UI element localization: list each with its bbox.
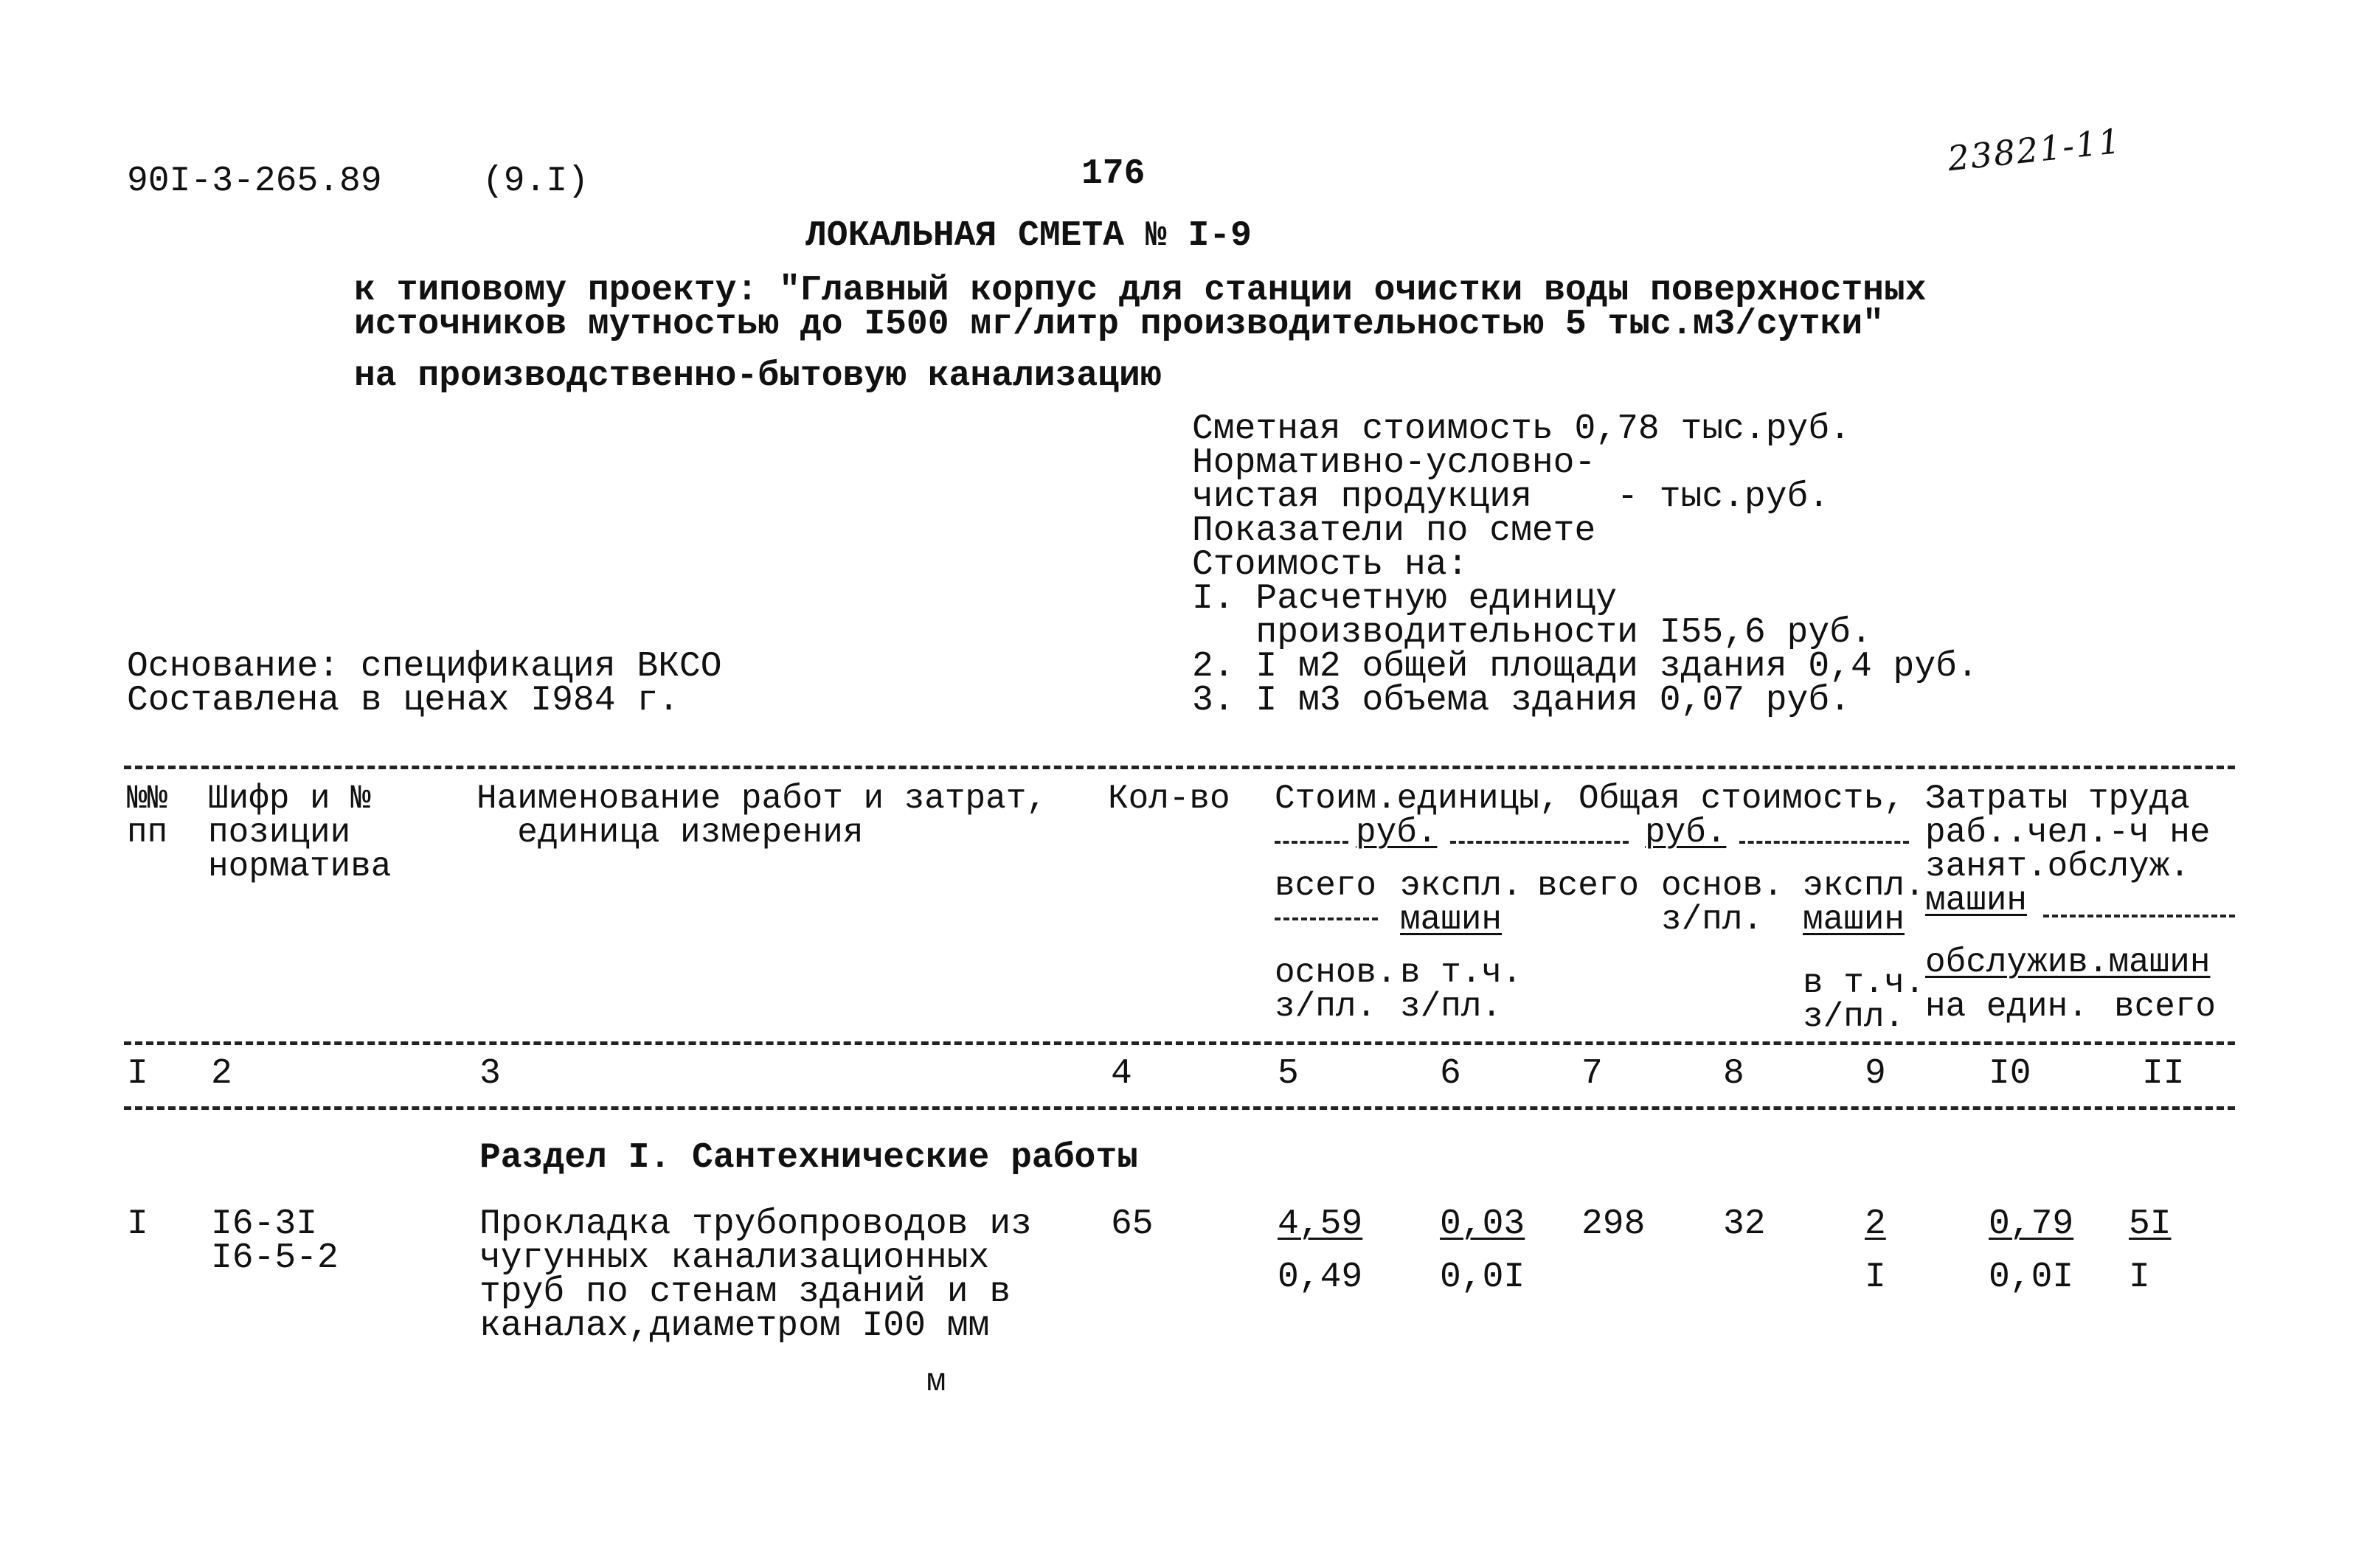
header-dash — [1275, 841, 1348, 844]
subtitle-line-2: источников мутностью до I500 мг/литр производительностью 5 тыс.м3/сутки" — [354, 305, 1884, 344]
row-name-2: чугунных канализационных — [479, 1238, 990, 1278]
header-col6-top-2: машин — [1400, 901, 1503, 939]
header-col9-top-2: машин — [1803, 901, 1905, 939]
column-number: I0 — [1989, 1054, 2031, 1094]
header-name-2: единица измерения — [477, 814, 864, 852]
header-unit-cost-rub: руб. — [1356, 814, 1438, 852]
row-code-1: I6-3I — [211, 1204, 318, 1244]
header-labor-2: раб..чел.-ч не — [1925, 814, 2211, 852]
row-labor-per-unit: 0,79 — [1989, 1204, 2074, 1244]
header-col6-bottom-1: в т.ч. — [1400, 954, 1522, 992]
column-number: 4 — [1111, 1054, 1132, 1094]
header-col9-bottom-2: з/пл. — [1803, 998, 1905, 1036]
column-number: 3 — [479, 1054, 501, 1094]
column-number: II — [2142, 1054, 2185, 1094]
header-code-1: Шифр и № — [208, 780, 371, 818]
summary-line-4: Показатели по смете — [1192, 511, 1596, 551]
header-col7: всего — [1537, 867, 1640, 905]
header-unit-cost: Стоим.единицы, — [1275, 780, 1560, 818]
page-number: 176 — [1081, 154, 1146, 194]
document-title: ЛОКАЛЬНАЯ СМЕТА № I-9 — [805, 216, 1252, 256]
header-col5-bottom-2: з/пл. — [1275, 988, 1377, 1026]
header-total-cost: Общая стоимость, — [1579, 780, 1905, 818]
section-code: (9.I) — [482, 162, 589, 201]
estimate-purpose: на производственно-бытовую канализацию — [354, 356, 1162, 396]
header-code-2: позиции — [208, 814, 351, 852]
row-total-base-wage: 32 — [1723, 1204, 1766, 1244]
header-col9-top-1: экспл. — [1803, 867, 1925, 905]
row-total-machines-wage: I — [1865, 1257, 1886, 1297]
row-total-machines: 2 — [1865, 1204, 1886, 1244]
row-number: I — [127, 1204, 148, 1244]
column-number: 6 — [1440, 1054, 1461, 1094]
column-number: 7 — [1581, 1054, 1603, 1094]
subtitle-line-1: к типовому проекту: "Главный корпус для станции очистки воды поверхностных — [354, 271, 1927, 311]
row-unit-total: 4,59 — [1278, 1204, 1363, 1244]
header-col5-bottom-1: основ. — [1275, 954, 1397, 992]
header-total-cost-rub: руб. — [1645, 814, 1727, 852]
row-name-3: труб по стенам зданий и в — [479, 1272, 1011, 1312]
header-labor-machines: машин — [1925, 881, 2028, 920]
handwritten-note: 23821-11 — [1945, 120, 2124, 179]
row-unit: м — [926, 1364, 946, 1401]
summary-line-8: 2. I м2 общей площади здания 0,4 руб. — [1192, 647, 1978, 687]
summary-line-7: производительности I55,6 руб. — [1192, 613, 1872, 653]
summary-line-2: Нормативно-условно- — [1192, 443, 1596, 483]
header-num-2: пп — [127, 814, 168, 852]
column-number: 9 — [1865, 1054, 1886, 1094]
header-col8-2: з/пл. — [1661, 901, 1764, 939]
header-dash — [1275, 917, 1378, 920]
row-quantity: 65 — [1111, 1204, 1154, 1244]
row-name-4: каналах,диаметром I00 мм — [479, 1306, 990, 1346]
row-total: 298 — [1581, 1204, 1646, 1244]
summary-line-1: Сметная стоимость 0,78 тыс.руб. — [1192, 409, 1851, 449]
header-col5-top: всего — [1275, 867, 1377, 905]
column-number: I — [127, 1054, 148, 1094]
row-labor-total: 5I — [2129, 1204, 2172, 1244]
prices-year-text: Составлена в ценах I984 г. — [127, 681, 679, 721]
row-unit-machines-wage: 0,0I — [1440, 1257, 1525, 1297]
header-col9-bottom-1: в т.ч. — [1803, 964, 1925, 1002]
summary-line-6: I. Расчетную единицу — [1192, 579, 1618, 619]
header-col8-1: основ. — [1661, 867, 1784, 905]
basis-text: Основание: спецификация ВКСО — [127, 647, 722, 687]
header-col11: всего — [2114, 988, 2217, 1026]
row-unit-base-wage: 0,49 — [1278, 1257, 1363, 1297]
header-dash — [2043, 915, 2235, 917]
header-col6-bottom-2: з/пл. — [1400, 988, 1503, 1026]
header-name-1: Наименование работ и затрат, — [477, 780, 1047, 818]
row-unit-machines: 0,03 — [1440, 1204, 1525, 1244]
summary-line-3: чистая продукция - тыс.руб. — [1192, 477, 1830, 517]
table-top-rule — [124, 766, 2235, 769]
row-labor-total-machines: I — [2129, 1257, 2150, 1297]
header-quantity: Кол-во — [1108, 780, 1230, 818]
column-number: 8 — [1723, 1054, 1744, 1094]
summary-line-5: Стоимость на: — [1192, 545, 1469, 585]
row-name-1: Прокладка трубопроводов из — [479, 1204, 1032, 1244]
column-number: 5 — [1278, 1054, 1299, 1094]
header-dash — [1739, 841, 1909, 844]
document-code: 90I-3-265.89 — [127, 162, 382, 201]
table-body-rule — [124, 1106, 2235, 1110]
header-num-1: №№ — [127, 780, 168, 818]
summary-line-9: 3. I м3 объема здания 0,07 руб. — [1192, 681, 1851, 721]
header-col6-top-1: экспл. — [1400, 867, 1522, 905]
row-code-2: I6-5-2 — [211, 1238, 339, 1278]
row-labor-per-unit-machines: 0,0I — [1989, 1257, 2074, 1297]
header-labor-3: занят.обслуж. — [1925, 847, 2190, 886]
header-col10: на един. — [1925, 988, 2088, 1026]
header-dash — [1450, 841, 1629, 844]
header-labor-1: Затраты труда — [1925, 780, 2190, 818]
table-header-rule — [124, 1041, 2235, 1045]
section-title: Раздел I. Сантехнические работы — [479, 1138, 1138, 1178]
header-code-3: норматива — [208, 847, 392, 886]
column-number: 2 — [211, 1054, 232, 1094]
header-col10-11-top: обслужив.машин — [1925, 943, 2211, 982]
